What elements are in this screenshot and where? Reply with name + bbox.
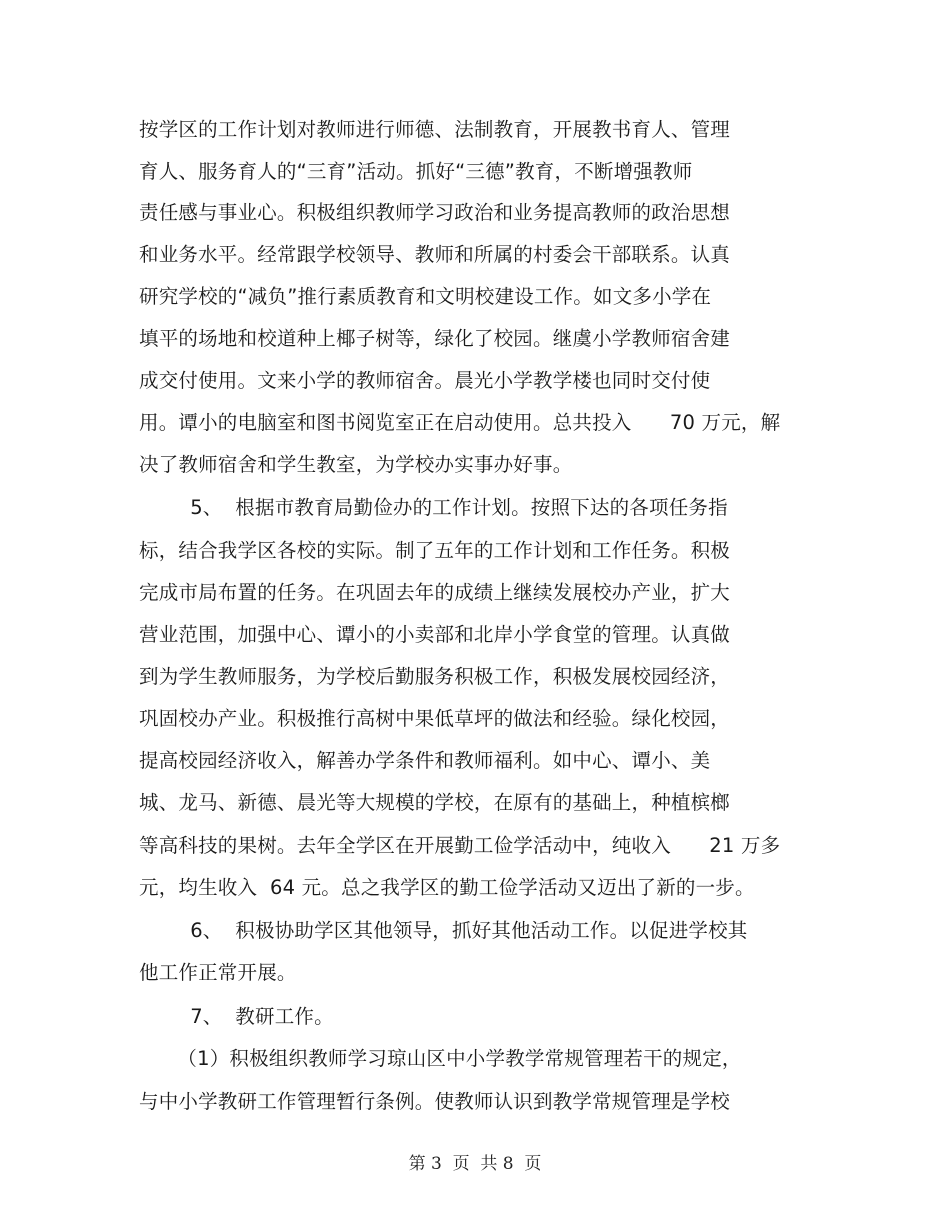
text-line: 到为学生教师服务，为学校后勤服务积极工作，积极发展校园经济，: [139, 665, 731, 688]
text-line: 用。谭小的电脑室和图书阅览室正在启动使用。总共投入 70 万元，解: [139, 411, 781, 434]
text-line: 与中小学教研工作管理暂行条例。使教师认识到教学常规管理是学校: [139, 1090, 731, 1113]
list-item-heading: （1）积极组织教师学习琼山区中小学教学常规管理若干的规定，: [139, 1047, 742, 1070]
text-line: 巩固校办产业。积极推行高树中果低草坪的做法和经验。绿化校园，: [139, 707, 731, 730]
text-line: 按学区的工作计划对教师进行师德、法制教育，开展教书育人、管理: [139, 118, 731, 141]
text-line: 成交付使用。文来小学的教师宿舍。晨光小学教学楼也同时交付使: [139, 369, 711, 392]
text-line: 责任感与事业心。积极组织教师学习政治和业务提高教师的政治思想: [139, 201, 731, 224]
text-line: 元，均生收入 64 元。总之我学区的勤工俭学活动又迈出了新的一步。: [139, 876, 755, 899]
text-line: 提高校园经济收入，解善办学条件和教师福利。如中心、谭小、美: [139, 749, 711, 772]
text-line: 营业范围，加强中心、谭小的小卖部和北岸小学食堂的管理。认真做: [139, 623, 731, 646]
text-line: 标，结合我学区各校的实际。制了五年的工作计划和工作任务。积极: [139, 539, 731, 562]
text-line: 和业务水平。经常跟学校领导、教师和所属的村委会干部联系。认真: [139, 243, 731, 266]
text-line: 研究学校的“减负”推行素质教育和文明校建设工作。如文多小学在: [139, 285, 712, 308]
text-line: 他工作正常开展。: [139, 961, 297, 984]
list-item-heading: 5、 根据市教育局勤俭办的工作计划。按照下达的各项任务指: [139, 496, 728, 519]
list-item-heading: 7、 教研工作。: [139, 1005, 334, 1028]
page-number-footer: 第 3 页 共 8 页: [408, 1154, 542, 1174]
text-line: 等高科技的果树。去年全学区在开展勤工俭学活动中，纯收入 21 万多: [139, 834, 781, 857]
list-item-heading: 6、 积极协助学区其他领导，抓好其他活动工作。以促进学校其: [139, 919, 748, 942]
text-line: 填平的场地和校道种上椰子树等，绿化了校园。继虞小学教师宿舍建: [139, 327, 731, 350]
text-line: 育人、服务育人的“三育”活动。抓好“三德”教育，不断增强教师: [139, 160, 693, 183]
text-line: 城、龙马、新德、晨光等大规模的学校，在原有的基础上，种植槟榔: [139, 791, 731, 814]
text-line: 完成市局布置的任务。在巩固去年的成绩上继续发展校办产业，扩大: [139, 581, 731, 604]
text-line: 决了教师宿舍和学生教室，为学校办实事办好事。: [139, 453, 573, 476]
